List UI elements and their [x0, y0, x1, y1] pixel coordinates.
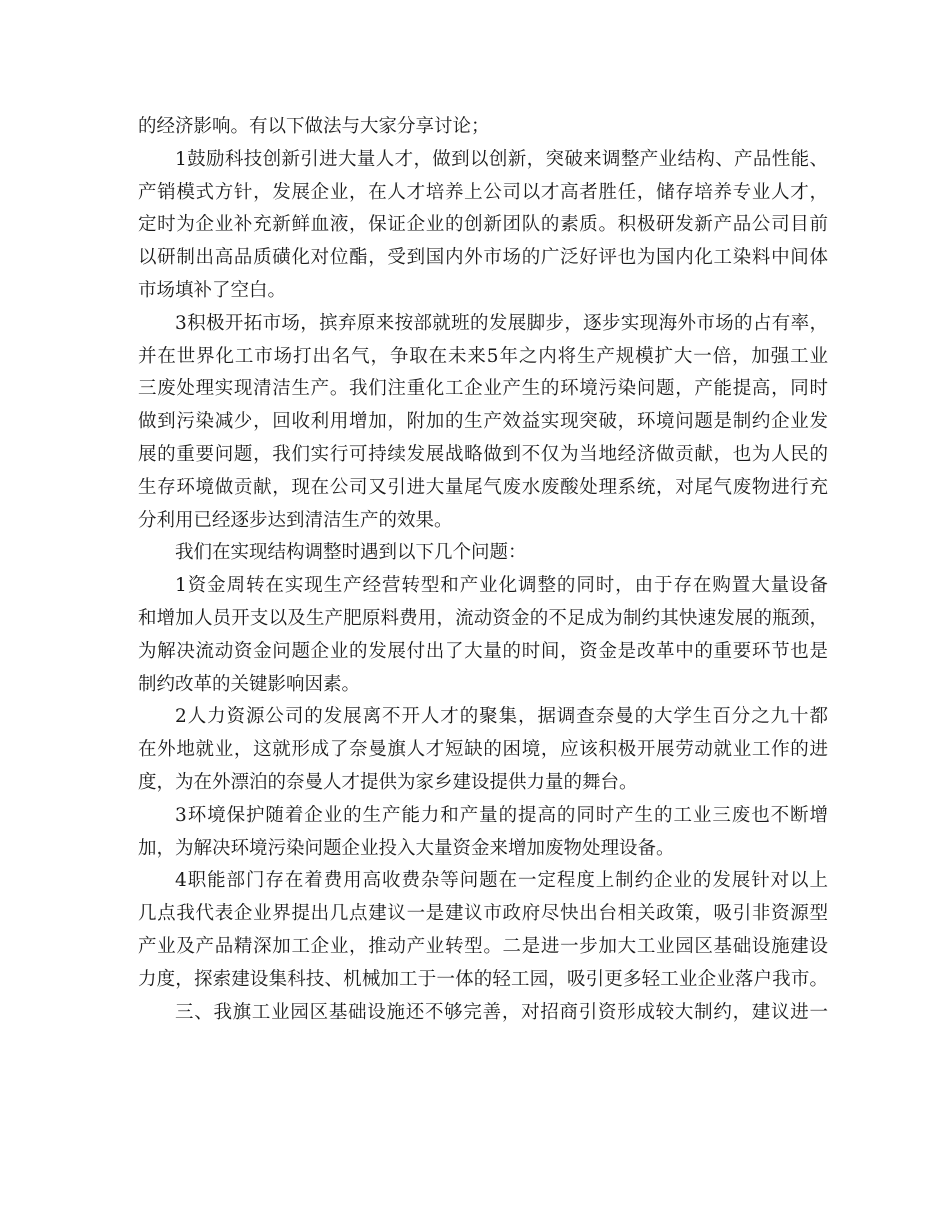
text-line: 的经济影响。有以下做法与大家分享讨论； — [138, 116, 490, 137]
text-line: 力度，探索建设集科技、机械加工于一体的轻工园，吸引更多轻工业企业落户我市。 — [138, 968, 828, 990]
text-line: 几点我代表企业界提出几点建议一是建议市政府尽快出台相关政策，吸引非资源型 — [138, 903, 828, 925]
text-line: 市场填补了空白。 — [138, 279, 287, 301]
text-line: 三、我旗工业园区基础设施还不够完善，对招商引资形成较大制约，建议进一 — [175, 1001, 828, 1023]
text-line: 2人力资源公司的发展离不开人才的聚集，据调查奈曼的大学生百分之九十都 — [175, 706, 828, 728]
text-line: 制约改革的关键影响因素。 — [138, 673, 361, 695]
text-line: 产销模式方针，发展企业，在人才培养上公司以才高者胜任，储存培养专业人才， — [138, 181, 828, 203]
text-line: 和增加人员开支以及生产肥原料费用，流动资金的不足成为制约其快速发展的瓶颈， — [138, 607, 828, 629]
text-line: 做到污染减少，回收利用增加，附加的生产效益实现突破，环境问题是制约企业发 — [138, 411, 828, 433]
text-line: 加，为解决环境污染问题企业投入大量资金来增加废物处理设备。 — [138, 837, 675, 859]
text-line: 分利用已经逐步达到清洁生产的效果。 — [138, 509, 453, 531]
text-line: 1鼓励科技创新引进大量人才，做到以创新，突破来调整产业结构、产品性能、 — [175, 148, 828, 170]
text-line: 展的重要问题，我们实行可持续发展战略做到不仅为当地经济做贡献，也为人民的 — [138, 443, 828, 465]
text-line: 三废处理实现清洁生产。我们注重化工企业产生的环境污染问题，产能提高，同时 — [138, 378, 828, 400]
text-line: 4职能部门存在着费用高收费杂等问题在一定程度上制约企业的发展针对以上 — [175, 870, 828, 892]
text-line: 在外地就业，这就形成了奈曼旗人才短缺的困境，应该积极开展劳动就业工作的进 — [138, 739, 828, 761]
document-body — [138, 111, 828, 1029]
text-line: 以研制出高品质磺化对位酯，受到国内外市场的广泛好评也为国内化工染料中间体 — [138, 247, 828, 269]
text-line: 度，为在外漂泊的奈曼人才提供为家乡建设提供力量的舞台。 — [138, 771, 638, 793]
text-line: 为解决流动资金问题企业的发展付出了大量的时间，资金是改革中的重要环节也是 — [138, 640, 828, 662]
text-line: 1资金周转在实现生产经营转型和产业化调整的同时，由于存在购置大量设备 — [175, 575, 828, 597]
text-line: 3环境保护随着企业的生产能力和产量的提高的同时产生的工业三废也不断增 — [175, 804, 828, 826]
text-line: 我们在实现结构调整时遇到以下几个问题： — [175, 542, 527, 564]
text-line: 并在世界化工市场打出名气，争取在未来5年之内将生产规模扩大一倍，加强工业 — [138, 345, 828, 367]
text-line: 定时为企业补充新鲜血液，保证企业的创新团队的素质。积极研发新产品公司目前 — [138, 214, 828, 236]
text-line: 产业及产品精深加工企业，推动产业转型。二是进一步加大工业园区基础设施建设 — [138, 935, 828, 957]
text-line: 生存环境做贡献，现在公司又引进大量尾气废水废酸处理系统，对尾气废物进行充 — [138, 476, 828, 498]
text-line: 3积极开拓市场，摈弃原来按部就班的发展脚步，逐步实现海外市场的占有率， — [175, 312, 828, 334]
